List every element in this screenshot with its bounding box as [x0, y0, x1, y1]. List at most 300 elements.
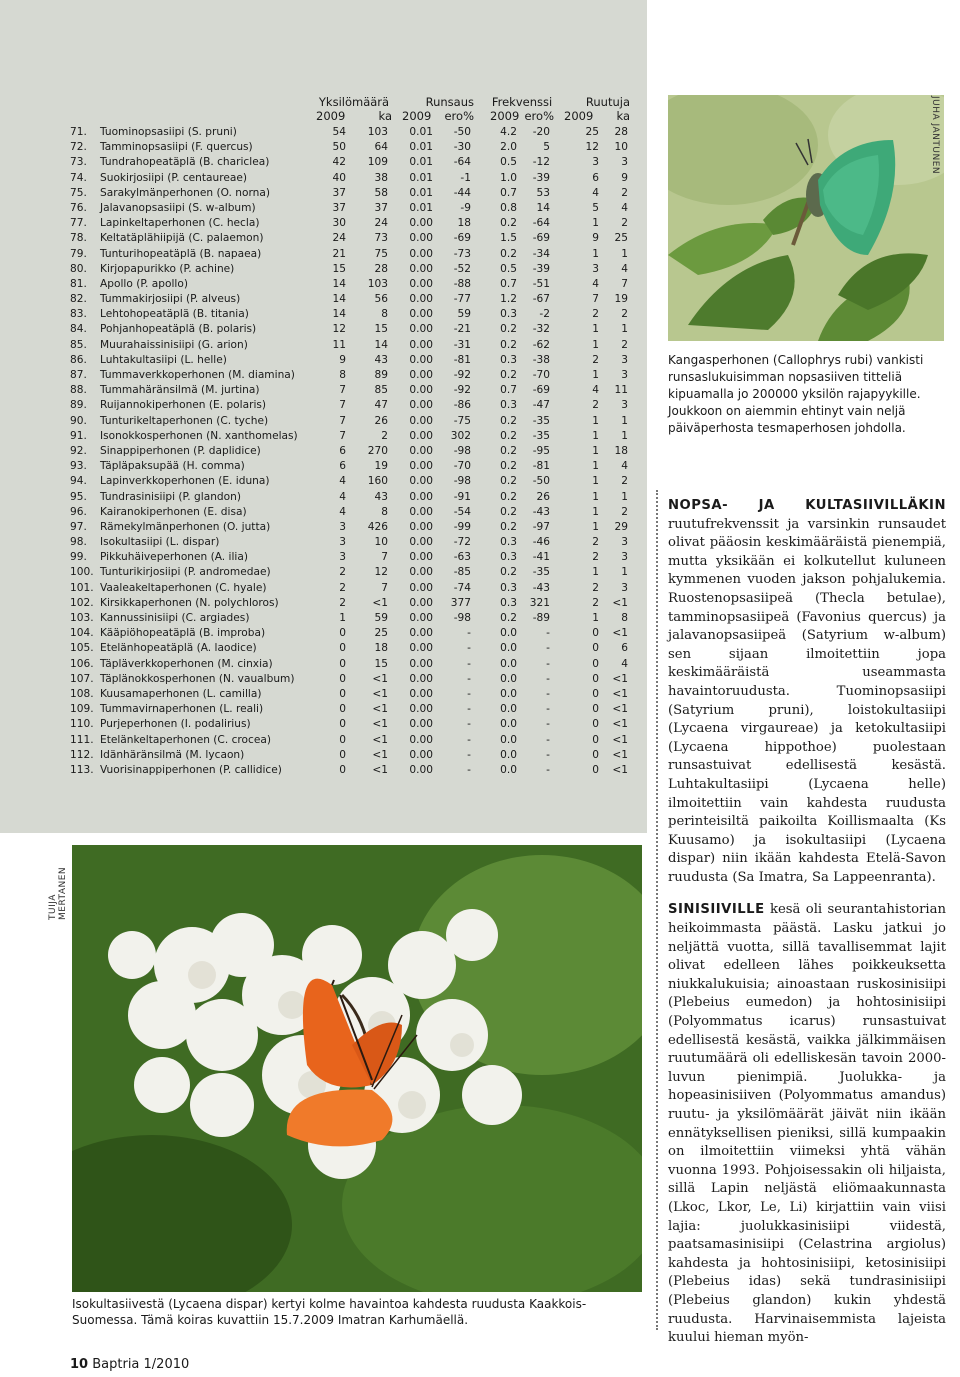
cell-a09: 0.01	[409, 126, 433, 138]
cell-ska: <1	[612, 718, 628, 731]
cell-fero: -35	[532, 566, 550, 579]
cell-aero: -44	[453, 186, 471, 199]
cell-fero: -	[546, 763, 550, 776]
cell-f09: 0.0	[500, 718, 517, 731]
cell-s09: 6	[592, 171, 599, 184]
cell-ika: 8	[381, 505, 388, 518]
cell-name: Etelänkeltaperhonen (C. crocea)	[100, 733, 271, 746]
photo-green-hairstreak	[668, 95, 944, 341]
cell-i09: 50	[332, 141, 346, 154]
cell-a09: 0.00	[409, 277, 433, 290]
photo-caption-top: Kangasperhonen (Callophrys rubi) vankisti runsaslukuisimman nopsasiiven titteliä kipuamalla jo 200000 yksilön rajapyykille. Joukkoon on aiemmin ehtinyt vain neljä päiväperhosta tesmaperhosen johdolla.	[668, 353, 924, 435]
publication-name: Baptria 1/2010	[92, 1357, 190, 1372]
cell-a09: 0.00	[409, 338, 433, 351]
cell-ska: 25	[614, 232, 628, 245]
cell-aero: -	[467, 687, 471, 700]
table-row	[70, 702, 640, 717]
table-row	[70, 398, 640, 413]
cell-s09: 1	[592, 323, 599, 336]
cell-ika: 15	[374, 323, 388, 336]
cell-name: Tummaverkkoperhonen (M. diamina)	[100, 369, 295, 381]
cell-name: Tamminopsasiipi (F. quercus)	[100, 141, 253, 154]
cell-n: 95.	[70, 490, 87, 503]
table-row	[70, 748, 640, 763]
cell-ika: <1	[372, 596, 388, 609]
cell-s09: 0	[592, 718, 599, 731]
cell-n: 90.	[70, 414, 87, 427]
cell-a09: 0.00	[409, 293, 433, 306]
table-row	[70, 763, 640, 778]
cell-aero: -72	[453, 536, 471, 549]
cell-i09: 1	[339, 612, 346, 624]
cell-ska: 3	[621, 369, 628, 381]
cell-i09: 0	[339, 627, 346, 640]
cell-ika: 426	[367, 520, 388, 533]
cell-i09: 0	[339, 672, 346, 685]
cell-ska: 2	[621, 186, 628, 199]
cell-fero: -43	[532, 581, 550, 594]
cell-fero: -38	[532, 353, 550, 366]
cell-fero: -35	[532, 429, 550, 442]
cell-i09: 37	[332, 186, 346, 199]
cell-i09: 7	[339, 384, 346, 397]
cell-ska: 7	[621, 277, 628, 290]
table-row	[70, 444, 640, 459]
cell-i09: 15	[332, 262, 346, 275]
cell-name: Tunturihopeatäplä (B. napaea)	[100, 247, 262, 260]
cell-s09: 2	[592, 308, 599, 321]
cell-ska: 3	[621, 353, 628, 366]
header-abundance: Runsaus 2009 ero%	[402, 95, 474, 123]
cell-s09: 2	[592, 596, 599, 609]
cell-f09: 0.2	[500, 247, 517, 260]
cell-aero: -52	[453, 262, 471, 275]
cell-aero: 18	[457, 217, 471, 230]
cell-aero: -	[467, 703, 471, 716]
cell-ska: 2	[621, 308, 628, 321]
cell-aero: -91	[453, 490, 471, 503]
cell-s09: 4	[592, 186, 599, 199]
cell-i09: 14	[332, 308, 346, 321]
cell-ika: 10	[374, 536, 388, 549]
cell-aero: -63	[453, 551, 471, 564]
cell-ska: 10	[614, 141, 628, 154]
cell-ika: <1	[372, 748, 388, 761]
cell-fero: -47	[532, 399, 550, 412]
cell-ika: 73	[374, 232, 388, 245]
cell-name: Purjeperhonen (I. podalirius)	[100, 718, 251, 731]
cell-ika: 8	[381, 308, 388, 321]
cell-aero: -92	[453, 384, 471, 397]
cell-aero: -	[467, 733, 471, 746]
cell-fero: -95	[532, 444, 550, 457]
cell-s09: 9	[592, 232, 599, 245]
cell-ika: 24	[374, 217, 388, 230]
cell-ika: <1	[372, 687, 388, 700]
cell-i09: 7	[339, 429, 346, 442]
table-row	[70, 581, 640, 596]
table-row	[70, 216, 640, 231]
cell-fero: -81	[532, 460, 550, 473]
cell-a09: 0.00	[409, 460, 433, 473]
cell-i09: 0	[339, 718, 346, 731]
cell-s09: 2	[592, 399, 599, 412]
cell-ska: 4	[621, 262, 628, 275]
cell-name: Kirsikkaperhonen (N. polychloros)	[100, 596, 279, 609]
cell-ska: 4	[621, 460, 628, 473]
cell-s09: 1	[592, 217, 599, 230]
cell-n: 88.	[70, 384, 87, 397]
cell-aero: -81	[453, 353, 471, 366]
cell-aero: -	[467, 718, 471, 731]
cell-f09: 0.8	[500, 201, 517, 214]
cell-name: Lapinverkkoperhonen (E. iduna)	[100, 475, 270, 488]
cell-name: Isokultasiipi (L. dispar)	[100, 536, 220, 549]
cell-s09: 5	[592, 201, 599, 214]
cell-name: Tunturikirjosiipi (P. andromedae)	[100, 566, 271, 579]
cell-a09: 0.00	[409, 520, 433, 533]
cell-a09: 0.01	[409, 171, 433, 184]
cell-name: Kirjopapurikko (P. achine)	[100, 262, 235, 275]
cell-fero: -2	[539, 308, 550, 321]
cell-ska: 29	[614, 520, 628, 533]
page-footer	[70, 1357, 189, 1372]
cell-a09: 0.00	[409, 718, 433, 731]
cell-a09: 0.00	[409, 687, 433, 700]
cell-a09: 0.00	[409, 369, 433, 381]
cell-a09: 0.00	[409, 429, 433, 442]
table-row	[70, 490, 640, 505]
cell-n: 89.	[70, 399, 87, 412]
cell-aero: -54	[453, 505, 471, 518]
cell-name: Tummakirjosiipi (P. alveus)	[100, 293, 241, 306]
cell-s09: 0	[592, 763, 599, 776]
table-row	[70, 717, 640, 732]
cell-a09: 0.00	[409, 748, 433, 761]
cell-fero: -	[546, 642, 550, 655]
cell-n: 105.	[70, 642, 94, 655]
cell-name: Tundrahopeatäplä (B. chariclea)	[100, 156, 270, 169]
cell-i09: 3	[339, 536, 346, 549]
cell-a09: 0.00	[409, 353, 433, 366]
cell-n: 72.	[70, 141, 87, 154]
cell-n: 102.	[70, 596, 94, 609]
cell-ika: <1	[372, 718, 388, 731]
cell-f09: 0.0	[500, 642, 517, 655]
cell-s09: 1	[592, 369, 599, 381]
photo-large-copper	[72, 845, 642, 1292]
cell-fero: 53	[536, 186, 550, 199]
cell-name: Kannussinisiipi (C. argiades)	[100, 612, 250, 624]
header-frequency: Frekvenssi 2009 ero%	[490, 95, 554, 123]
cell-s09: 2	[592, 536, 599, 549]
cell-fero: -70	[532, 369, 550, 381]
cell-ika: 38	[374, 171, 388, 184]
cell-a09: 0.00	[409, 703, 433, 716]
cell-ska: 4	[621, 657, 628, 670]
cell-ska: 11	[614, 384, 628, 397]
cell-aero: -50	[453, 126, 471, 138]
cell-name: Tunturikeltaperhonen (C. tyche)	[100, 414, 269, 427]
cell-ska: <1	[612, 748, 628, 761]
cell-name: Kairanokiperhonen (E. disa)	[100, 505, 247, 518]
cell-ika: 7	[381, 551, 388, 564]
cell-f09: 0.0	[500, 703, 517, 716]
cell-f09: 0.2	[500, 520, 517, 533]
cell-ska: 1	[621, 247, 628, 260]
cell-ika: 12	[374, 566, 388, 579]
cell-fero: 321	[529, 596, 550, 609]
cell-ska: 1	[621, 323, 628, 336]
cell-ika: 89	[374, 369, 388, 381]
cell-s09: 1	[592, 566, 599, 579]
cell-a09: 0.00	[409, 505, 433, 518]
cell-aero: -77	[453, 293, 471, 306]
cell-f09: 0.2	[500, 444, 517, 457]
cell-name: Apollo (P. apollo)	[100, 277, 188, 290]
cell-s09: 0	[592, 642, 599, 655]
cell-s09: 0	[592, 748, 599, 761]
cell-s09: 1	[592, 612, 599, 624]
cell-fero: -39	[532, 171, 550, 184]
cell-name: Vuorisinappiperhonen (P. callidice)	[100, 763, 282, 776]
cell-i09: 4	[339, 490, 346, 503]
cell-i09: 40	[332, 171, 346, 184]
cell-ska: <1	[612, 687, 628, 700]
cell-f09: 0.3	[500, 581, 517, 594]
cell-f09: 0.3	[500, 536, 517, 549]
cell-ika: <1	[372, 763, 388, 776]
cell-n: 79.	[70, 247, 87, 260]
cell-i09: 3	[339, 551, 346, 564]
article-text	[668, 497, 946, 1362]
cell-a09: 0.00	[409, 566, 433, 579]
cell-f09: 0.3	[500, 399, 517, 412]
cell-n: 113.	[70, 763, 94, 776]
cell-ska: <1	[612, 596, 628, 609]
cell-i09: 6	[339, 444, 346, 457]
cell-i09: 14	[332, 277, 346, 290]
cell-a09: 0.00	[409, 551, 433, 564]
cell-fero: -35	[532, 414, 550, 427]
table-row	[70, 383, 640, 398]
cell-i09: 8	[339, 369, 346, 381]
table-row	[70, 596, 640, 611]
cell-i09: 0	[339, 748, 346, 761]
cell-ika: 28	[374, 262, 388, 275]
cell-name: Jalavanopsasiipi (S. w-album)	[100, 201, 256, 214]
cell-i09: 0	[339, 703, 346, 716]
table-row	[70, 231, 640, 246]
cell-f09: 0.2	[500, 460, 517, 473]
table-row	[70, 474, 640, 489]
cell-ika: 2	[381, 429, 388, 442]
cell-s09: 0	[592, 687, 599, 700]
cell-s09: 1	[592, 460, 599, 473]
cell-n: 78.	[70, 232, 87, 245]
cell-ika: 14	[374, 338, 388, 351]
cell-s09: 1	[592, 414, 599, 427]
cell-name: Etelänhopeatäplä (A. laodice)	[100, 642, 257, 655]
cell-aero: -99	[453, 520, 471, 533]
cell-s09: 1	[592, 490, 599, 503]
cell-n: 73.	[70, 156, 87, 169]
cell-f09: 0.7	[500, 186, 517, 199]
cell-ika: 15	[374, 657, 388, 670]
cell-a09: 0.01	[409, 186, 433, 199]
cell-aero: -85	[453, 566, 471, 579]
cell-f09: 0.2	[500, 369, 517, 381]
cell-ika: 75	[374, 247, 388, 260]
cell-ska: 4	[621, 201, 628, 214]
cell-i09: 37	[332, 201, 346, 214]
cell-name: Tummavirnaperhonen (L. reali)	[100, 703, 264, 716]
cell-aero: -98	[453, 444, 471, 457]
cell-name: Isonokkosperhonen (N. xanthomelas)	[100, 429, 298, 442]
cell-s09: 1	[592, 429, 599, 442]
table-row	[70, 171, 640, 186]
cell-a09: 0.00	[409, 475, 433, 488]
cell-a09: 0.00	[409, 308, 433, 321]
cell-ika: <1	[372, 703, 388, 716]
cell-a09: 0.00	[409, 262, 433, 275]
cell-s09: 1	[592, 338, 599, 351]
cell-fero: -46	[532, 536, 550, 549]
cell-n: 80.	[70, 262, 87, 275]
cell-fero: 14	[536, 201, 550, 214]
cell-a09: 0.00	[409, 763, 433, 776]
cell-s09: 3	[592, 262, 599, 275]
cell-aero: -21	[453, 323, 471, 336]
cell-ska: 18	[614, 444, 628, 457]
table-header	[70, 93, 640, 125]
cell-s09: 2	[592, 551, 599, 564]
cell-i09: 0	[339, 657, 346, 670]
cell-ika: 160	[367, 475, 388, 488]
cell-a09: 0.00	[409, 627, 433, 640]
cell-n: 75.	[70, 186, 87, 199]
cell-f09: 0.0	[500, 733, 517, 746]
cell-n: 98.	[70, 536, 87, 549]
cell-f09: 0.2	[500, 612, 517, 624]
cell-fero: -	[546, 748, 550, 761]
cell-fero: -	[546, 627, 550, 640]
cell-fero: -64	[532, 217, 550, 230]
cell-ika: 103	[367, 126, 388, 138]
cell-aero: -74	[453, 581, 471, 594]
cell-i09: 0	[339, 763, 346, 776]
cell-f09: 0.7	[500, 277, 517, 290]
cell-a09: 0.00	[409, 399, 433, 412]
cell-s09: 1	[592, 247, 599, 260]
cell-ska: 28	[614, 126, 628, 138]
table-row	[70, 505, 640, 520]
cell-aero: -	[467, 657, 471, 670]
table-row	[70, 565, 640, 580]
cell-ska: <1	[612, 672, 628, 685]
cell-name: Kääpiöhopeatäplä (B. improba)	[100, 627, 266, 640]
cell-ika: 43	[374, 490, 388, 503]
cell-fero: -41	[532, 551, 550, 564]
cell-ska: 2	[621, 505, 628, 518]
cell-s09: 1	[592, 475, 599, 488]
cell-a09: 0.00	[409, 536, 433, 549]
cell-name: Tuominopsasiipi (S. pruni)	[100, 126, 237, 138]
cell-n: 106.	[70, 657, 94, 670]
cell-a09: 0.00	[409, 323, 433, 336]
cell-n: 82.	[70, 293, 87, 306]
cell-aero: -	[467, 627, 471, 640]
cell-a09: 0.00	[409, 657, 433, 670]
cell-n: 100.	[70, 566, 94, 579]
table-row	[70, 292, 640, 307]
cell-f09: 0.0	[500, 687, 517, 700]
cell-aero: -1	[460, 171, 471, 184]
cell-fero: -34	[532, 247, 550, 260]
cell-aero: -70	[453, 460, 471, 473]
header-individuals: Yksilömäärä 2009 ka	[316, 95, 392, 123]
cell-i09: 9	[339, 353, 346, 366]
cell-i09: 0	[339, 687, 346, 700]
cell-i09: 4	[339, 505, 346, 518]
cell-f09: 2.0	[500, 141, 517, 154]
cell-a09: 0.00	[409, 581, 433, 594]
cell-a09: 0.00	[409, 672, 433, 685]
cell-n: 108.	[70, 687, 94, 700]
cell-a09: 0.00	[409, 247, 433, 260]
cell-f09: 1.2	[500, 293, 517, 306]
cell-a09: 0.00	[409, 444, 433, 457]
cell-s09: 1	[592, 444, 599, 457]
cell-a09: 0.00	[409, 733, 433, 746]
cell-name: Pohjanhopeatäplä (B. polaris)	[100, 323, 257, 336]
cell-ska: 2	[621, 338, 628, 351]
cell-s09: 25	[585, 126, 599, 138]
table-row	[70, 535, 640, 550]
cell-fero: -69	[532, 232, 550, 245]
cell-aero: -30	[453, 141, 471, 154]
cell-ska: 3	[621, 399, 628, 412]
cell-n: 111.	[70, 733, 94, 746]
table-row	[70, 733, 640, 748]
cell-aero: 302	[450, 429, 471, 442]
cell-aero: -98	[453, 612, 471, 624]
table-row	[70, 520, 640, 535]
cell-aero: -69	[453, 232, 471, 245]
cell-i09: 2	[339, 596, 346, 609]
cell-ska: 3	[621, 581, 628, 594]
cell-f09: 0.3	[500, 353, 517, 366]
cell-f09: 0.2	[500, 566, 517, 579]
cell-i09: 6	[339, 460, 346, 473]
photo-credit-top: JUHA JANTUNEN	[930, 96, 940, 175]
column-divider	[656, 490, 658, 1330]
cell-ika: 103	[367, 277, 388, 290]
cell-n: 77.	[70, 217, 87, 230]
cell-i09: 14	[332, 293, 346, 306]
cell-name: Suokirjosiipi (P. centaureae)	[100, 171, 248, 184]
cell-aero: -64	[453, 156, 471, 169]
cell-i09: 7	[339, 414, 346, 427]
species-table	[70, 93, 640, 778]
cell-s09: 4	[592, 384, 599, 397]
header-squares: Ruutuja 2009 ka	[564, 95, 630, 123]
cell-fero: -	[546, 718, 550, 731]
cell-fero: -67	[532, 293, 550, 306]
cell-s09: 2	[592, 353, 599, 366]
table-row	[70, 322, 640, 337]
cell-aero: -92	[453, 369, 471, 381]
